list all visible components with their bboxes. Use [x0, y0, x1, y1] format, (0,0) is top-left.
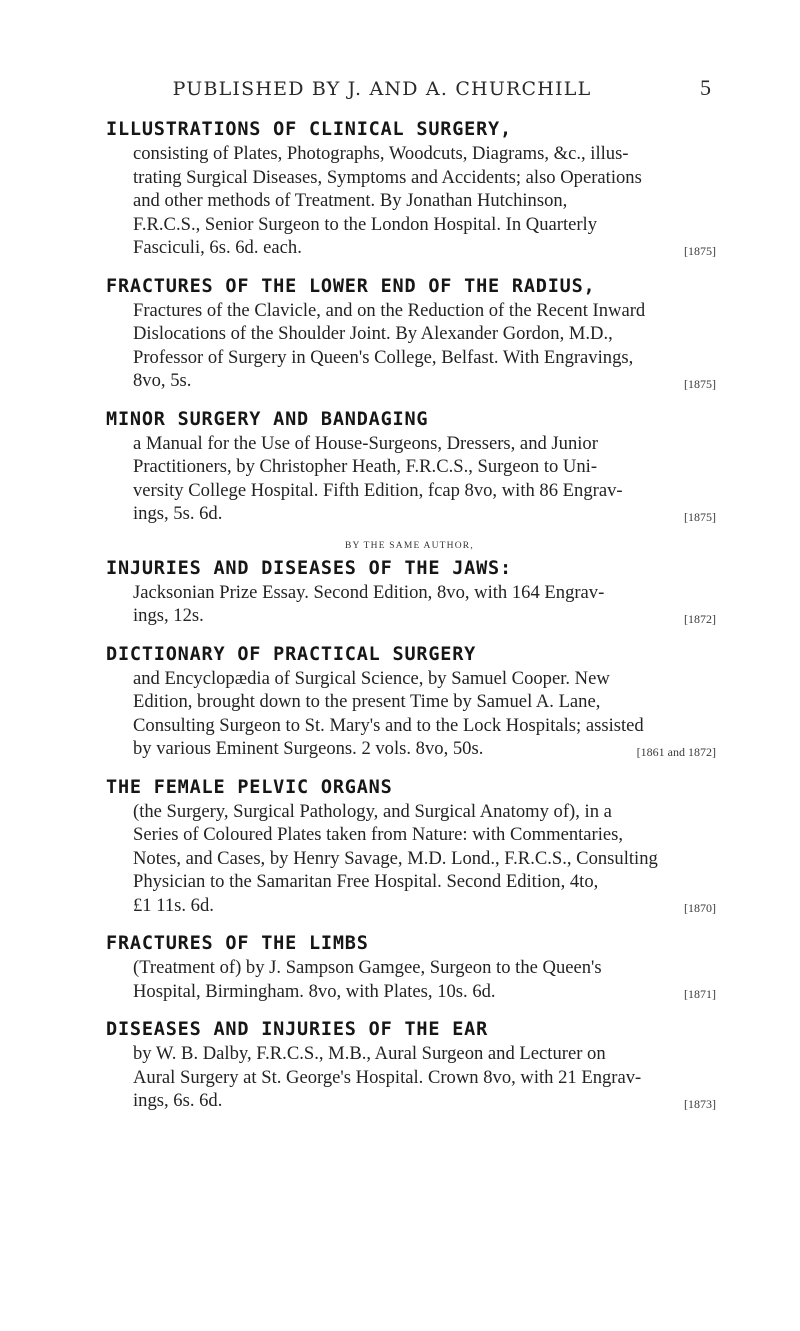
entry-title: FRACTURES OF THE LIMBS	[106, 933, 369, 954]
entry-line: a Manual for the Use of House-Surgeons, Dressers, and Junior	[133, 432, 598, 454]
entry-line: and other methods of Treatment. By Jonathan Hutchinson,	[133, 190, 568, 211]
catalogue-entry	[0, 643, 800, 761]
entry-line: consisting of Plates, Photographs, Woodcuts, Diagrams, &c., illus-	[133, 143, 629, 164]
entry-line: and Encyclopædia of Surgical Science, by Samuel Cooper. New	[133, 667, 610, 689]
entry-year: [1872]	[684, 611, 716, 626]
entry-description	[133, 142, 715, 260]
entry-line: Hospital, Birmingham. 8vo, with Plates, 10s. 6d.	[133, 980, 496, 1002]
entry-line: Series of Coloured Plates taken from Nature: with Commentaries,	[133, 824, 624, 845]
entry-line: trating Surgical Diseases, Symptoms and Accidents; also Operations	[133, 166, 642, 188]
catalogue-entry	[0, 408, 800, 526]
catalogue-entry	[0, 118, 800, 260]
entry-line: versity College Hospital. Fifth Edition, fcap 8vo, with 86 Engrav-	[133, 479, 623, 501]
entry-year: [1873]	[684, 1096, 716, 1111]
entry-title: THE FEMALE PELVIC ORGANS	[106, 776, 393, 798]
entry-line: £1 11s. 6d.	[133, 894, 214, 916]
entry-description	[133, 432, 715, 526]
entry-year: [1875]	[684, 243, 716, 258]
entry-year: [1870]	[684, 901, 716, 915]
entry-description	[133, 800, 715, 918]
entry-line: Aural Surgery at St. George's Hospital. Crown 8vo, with 21 Engrav-	[133, 1066, 642, 1088]
entry-line: Practitioners, by Christopher Heath, F.R.C.S., Surgeon to Uni-	[133, 456, 598, 477]
entry-line: ings, 6s. 6d.	[133, 1090, 223, 1111]
by-same-author-note: BY THE SAME AUTHOR,	[345, 540, 474, 551]
entry-title: DISEASES AND INJURIES OF THE EAR	[106, 1019, 489, 1040]
entry-line: Consulting Surgeon to St. Mary's and to the Lock Hospitals; assisted	[133, 714, 644, 736]
entry-description	[133, 1042, 715, 1113]
entry-year: [1875]	[684, 376, 716, 391]
entry-line: by W. B. Dalby, F.R.C.S., M.B., Aural Surgeon and Lecturer on	[133, 1043, 606, 1064]
entry-line: Fractures of the Clavicle, and on the Reduction of the Recent Inward	[133, 299, 646, 321]
entry-line: Fasciculi, 6s. 6d. each.	[133, 237, 302, 258]
page-number: 5	[700, 75, 711, 100]
entry-line: Jacksonian Prize Essay. Second Edition, 8vo, with 164 Engrav-	[133, 581, 605, 603]
entry-line: (the Surgery, Surgical Pathology, and Surgical Anatomy of), in a	[133, 800, 612, 822]
running-head: PUBLISHED BY J. AND A. CHURCHILL	[172, 78, 592, 100]
entry-description	[133, 956, 715, 1003]
entry-line: Professor of Surgery in Queen's College, Belfast. With Engravings,	[133, 346, 634, 368]
catalogue-entry	[0, 275, 800, 393]
entry-title: INJURIES AND DISEASES OF THE JAWS:	[106, 557, 512, 579]
entry-description	[133, 667, 715, 761]
entry-line: Edition, brought down to the present Time by Samuel A. Lane,	[133, 691, 601, 712]
entry-line: Dislocations of the Shoulder Joint. By Alexander Gordon, M.D.,	[133, 323, 613, 344]
entry-title: ILLUSTRATIONS OF CLINICAL SURGERY,	[106, 119, 512, 140]
entry-line: Physician to the Samaritan Free Hospital. Second Edition, 4to,	[133, 871, 599, 892]
entry-year: [1861 and 1872]	[636, 744, 716, 759]
catalogue-entry	[0, 1018, 800, 1113]
entry-title: FRACTURES OF THE LOWER END OF THE RADIUS,	[106, 275, 596, 297]
entry-year: [1875]	[684, 509, 716, 524]
entry-title: DICTIONARY OF PRACTICAL SURGERY	[106, 643, 477, 665]
entry-line: (Treatment of) by J. Sampson Gamgee, Surgeon to the Queen's	[133, 957, 602, 978]
catalogue-entries	[0, 118, 800, 1128]
entry-line: ings, 12s.	[133, 605, 204, 626]
entry-line: by various Eminent Surgeons. 2 vols. 8vo, 50s.	[133, 738, 484, 759]
entry-year: [1871]	[684, 987, 716, 1001]
catalogue-entry	[0, 557, 800, 628]
entry-line: ings, 5s. 6d.	[133, 503, 223, 524]
entry-line: 8vo, 5s.	[133, 370, 192, 391]
entry-description	[133, 299, 715, 393]
entry-line: Notes, and Cases, by Henry Savage, M.D. Lond., F.R.C.S., Consulting	[133, 847, 658, 869]
entry-title: MINOR SURGERY AND BANDAGING	[106, 408, 429, 430]
catalogue-entry	[0, 932, 800, 1003]
entry-description	[133, 581, 715, 628]
entry-line: F.R.C.S., Senior Surgeon to the London Hospital. In Quarterly	[133, 213, 598, 235]
catalogue-entry	[0, 776, 800, 918]
